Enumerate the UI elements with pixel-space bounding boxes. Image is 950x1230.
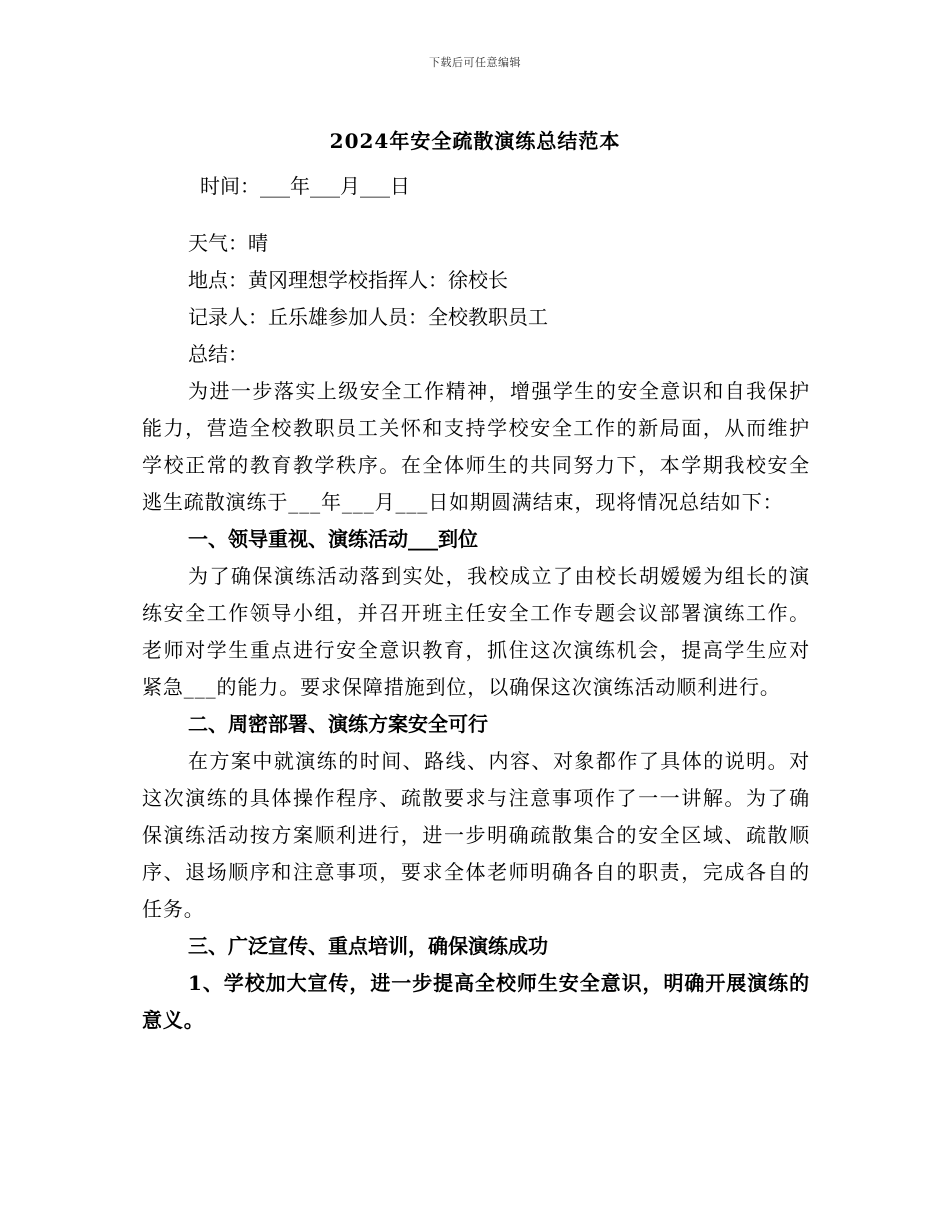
- document-title: 2024年安全疏散演练总结范本: [329, 129, 621, 153]
- recorder-line: 记录人：丘乐雄参加人员：全校教职员工: [188, 305, 548, 329]
- section-3-item-1: 1、学校加大宣传，进一步提高全校师生安全意识，明确开展演练的意义。: [142, 971, 810, 1032]
- location-line: 地点：黄冈理想学校指挥人：徐校长: [188, 268, 508, 292]
- intro-paragraph: 为进一步落实上级安全工作精神，增强学生的安全意识和自我保护能力，营造全校教职员工关怀和支持学校安全工作的新局面，从而维护学校正常的教育教学秩序。在全体师生的共同努力下，本学期我校安全逃生疏散演练于___年___月___日如期圆满结束，现将情况总结如下：: [142, 379, 810, 514]
- summary-label: 总结：: [188, 342, 248, 366]
- section-1-paragraph: 为了确保演练活动落到实处，我校成立了由校长胡嫒嫒为组长的演练安全工作领导小组，并召开班主任安全工作专题会议部署演练工作。老师对学生重点进行安全意识教育，抓住这次演练机会，提高学生应对紧急___的能力。要求保障措施到位，以确保这次演练活动顺利进行。: [142, 564, 810, 699]
- section-2-paragraph: 在方案中就演练的时间、路线、内容、对象都作了具体的说明。对这次演练的具体操作程序、疏散要求与注意事项作了一一讲解。为了确保演练活动按方案顺利进行，进一步明确疏散集合的安全区域、疏散顺序、退场顺序和注意事项，要求全体老师明确各自的职责，完成各自的任务。: [142, 749, 810, 921]
- section-2-heading: 二、周密部署、演练方案安全可行: [188, 712, 488, 736]
- time-line: 时间：___年___月___日: [200, 174, 410, 198]
- page-header-note: 下载后可任意编辑: [429, 56, 521, 69]
- section-1-heading: 一、领导重视、演练活动___到位: [188, 527, 478, 551]
- document-body: [142, 168, 810, 1039]
- weather-line: 天气：晴: [188, 231, 268, 255]
- section-3-heading: 三、广泛宣传、重点培训，确保演练成功: [188, 934, 548, 958]
